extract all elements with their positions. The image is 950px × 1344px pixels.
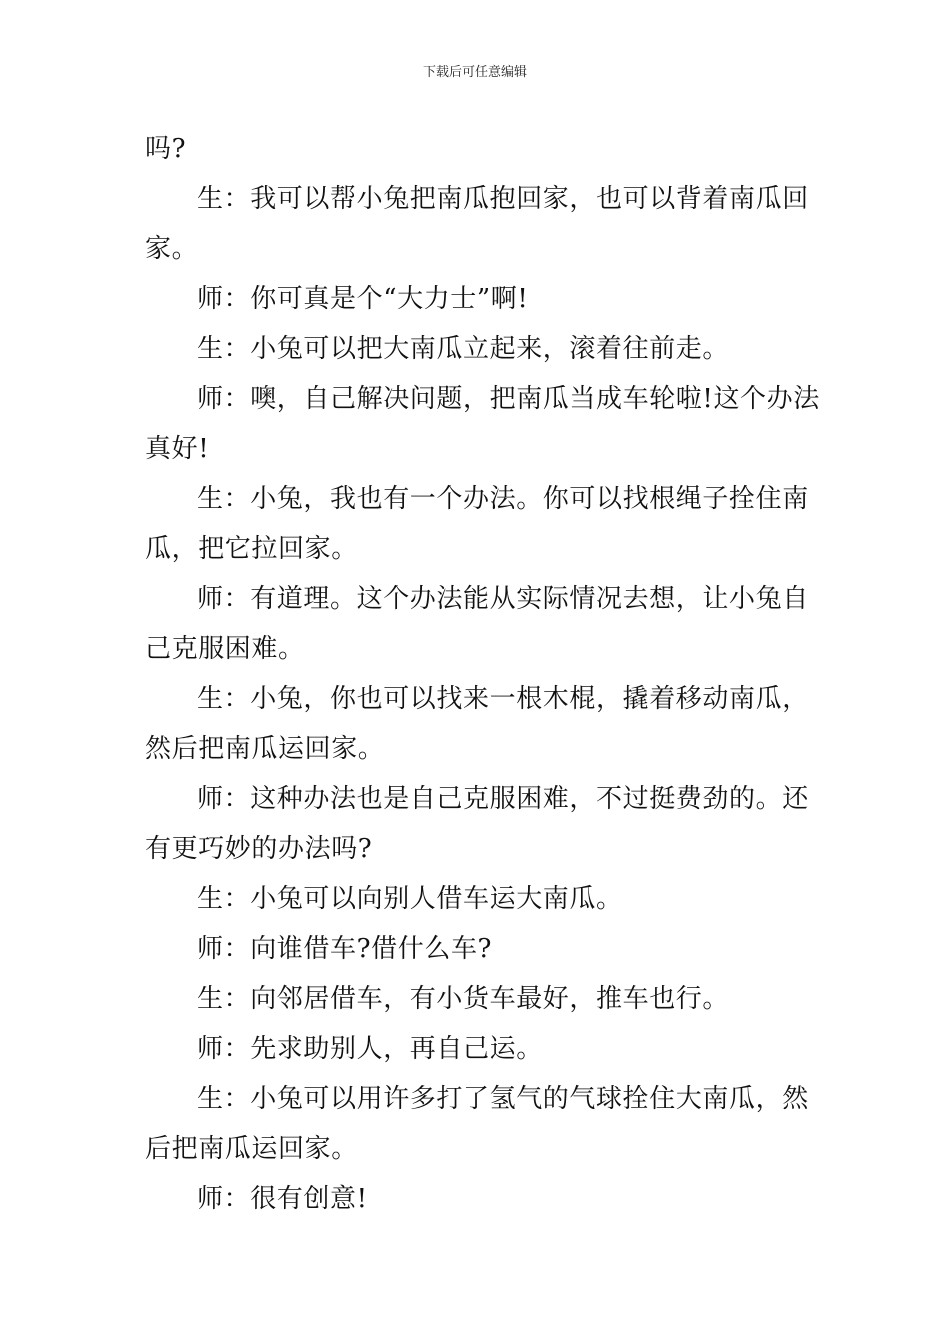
text-line: 师：向谁借车?借什么车? (197, 934, 493, 964)
page-header: 下载后可任意编辑 (422, 65, 527, 80)
text-line: 生：我可以帮小兔把南瓜抱回家，也可以背着南瓜回 (197, 184, 809, 214)
text-line: 然后把南瓜运回家。 (145, 734, 385, 764)
text-line: 真好! (145, 434, 210, 464)
text-line: 师：有道理。这个办法能从实际情况去想，让小兔自 (197, 584, 809, 614)
text-line: 瓜，把它拉回家。 (145, 534, 358, 564)
text-line: 师：噢，自己解决问题，把南瓜当成车轮啦!这个办法 (197, 384, 820, 414)
text-line: 师：很有创意! (197, 1184, 368, 1214)
text-line: 生：小兔，我也有一个办法。你可以找根绳子拴住南 (197, 484, 809, 514)
text-line: 生：小兔，你也可以找来一根木棍，撬着移动南瓜， (197, 684, 809, 714)
text-line: 师：先求助别人，再自己运。 (197, 1034, 543, 1064)
text-line: 生：小兔可以向别人借车运大南瓜。 (197, 884, 623, 914)
text-line: 师：你可真是个“大力士”啊! (197, 284, 529, 314)
text-line: 家。 (145, 234, 199, 264)
document-body (145, 124, 820, 1224)
text-line: 吗? (145, 134, 187, 164)
text-line: 生：小兔可以用许多打了氢气的气球拴住大南瓜，然 (197, 1084, 809, 1114)
text-line: 后把南瓜运回家。 (145, 1134, 358, 1164)
text-line: 生：向邻居借车，有小货车最好，推车也行。 (197, 984, 730, 1014)
text-line: 有更巧妙的办法吗? (145, 834, 373, 864)
text-line: 生：小兔可以把大南瓜立起来，滚着往前走。 (197, 334, 730, 364)
text-line: 师：这种办法也是自己克服困难，不过挺费劲的。还 (197, 784, 809, 814)
text-line: 己克服困难。 (145, 634, 305, 664)
